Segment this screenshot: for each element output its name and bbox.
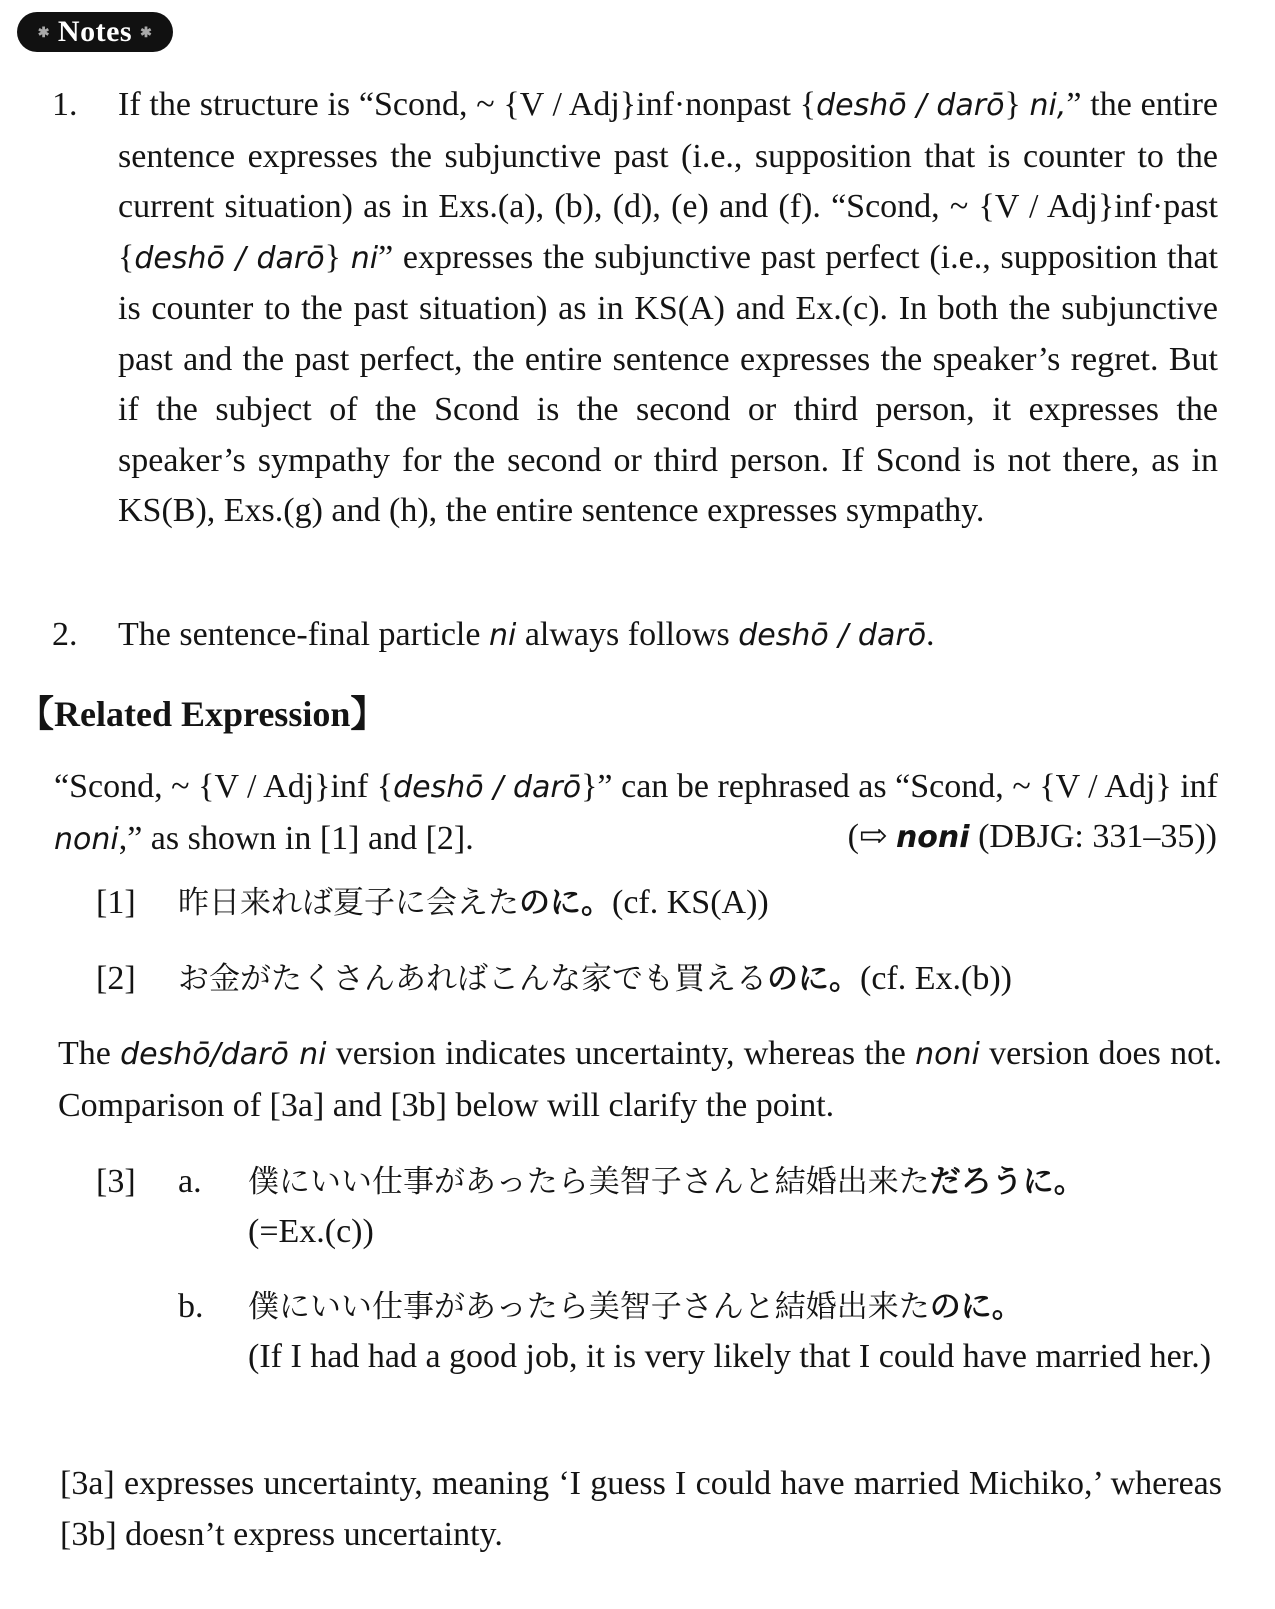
comparison-text: The deshō/darō ni version indicates uncertainty, whereas the noni version does not. Comparison of [3a] and [3b] below will clarify the point.: [58, 1035, 1223, 1124]
example-3b-translation: (If I had had a good job, it is very likely that I could have married her.): [248, 1338, 1212, 1375]
example-label: [2]: [96, 960, 136, 997]
conclusion-text: [3a] expresses uncertainty, meaning ‘I guess I could have married Michiko,’ whereas [3b] doesn’t express uncertainty.: [60, 1465, 1222, 1553]
note-1-text: If the structure is “Scond, ~ {V / Adj}inf·nonpast {deshō / darō} ni,” the entire sentence expresses the subjunctive past (i.e., supposition that is counter to the current situation) as in Exs.(a), (b), (d), (e) and (f). “Scond, ~ {V / Adj}inf·past {deshō / darō} ni” expresses the subjunctive past perfect (i.e., supposition that is counter to the past situation) as in KS(A) and Ex.(c). In both the subjunctive past and the past perfect, the entire sentence expresses the speaker’s regret. But if the subject of the Scond is the second or third person, it expresses the speaker’s sympathy for the second or third person. If Scond is not there, as in KS(B), Exs.(g) and (h), the entire sentence expresses sympathy.: [118, 86, 1218, 529]
cross-reference: (⇨ noni (DBJG: 331–35)): [847, 818, 1217, 855]
note-number: 1.: [52, 86, 78, 123]
related-expression-heading: 【Related Expression】: [18, 694, 387, 734]
example-label: [1]: [96, 884, 136, 921]
example-1: 昨日来れば夏子に会えたのに。(cf. KS(A)): [178, 884, 769, 921]
note-number: 2.: [52, 616, 78, 653]
example-3a-ref: (=Ex.(c)): [248, 1213, 374, 1250]
note-2-text: The sentence-final particle ni always follows deshō / darō.: [118, 616, 935, 653]
example-letter: a.: [178, 1163, 202, 1200]
example-label: [3]: [96, 1163, 136, 1200]
example-3a: 僕にいい仕事があったら美智子さんと結婚出来ただろうに。: [248, 1164, 1085, 1200]
notes-badge-label: Notes: [57, 15, 133, 48]
related-intro: “Scond, ~ {V / Adj}inf {deshō / darō}” can be rephrased as “Scond, ~ {V / Adj} inf noni,” as shown in [1] and [2].: [54, 768, 1218, 857]
notes-badge: ✱ Notes ✱: [17, 12, 173, 52]
example-letter: b.: [178, 1288, 204, 1325]
example-3b: 僕にいい仕事があったら美智子さんと結婚出来たのに。: [248, 1289, 1023, 1325]
example-2: お金がたくさんあればこんな家でも買えるのに。(cf. Ex.(b)): [178, 960, 1012, 997]
